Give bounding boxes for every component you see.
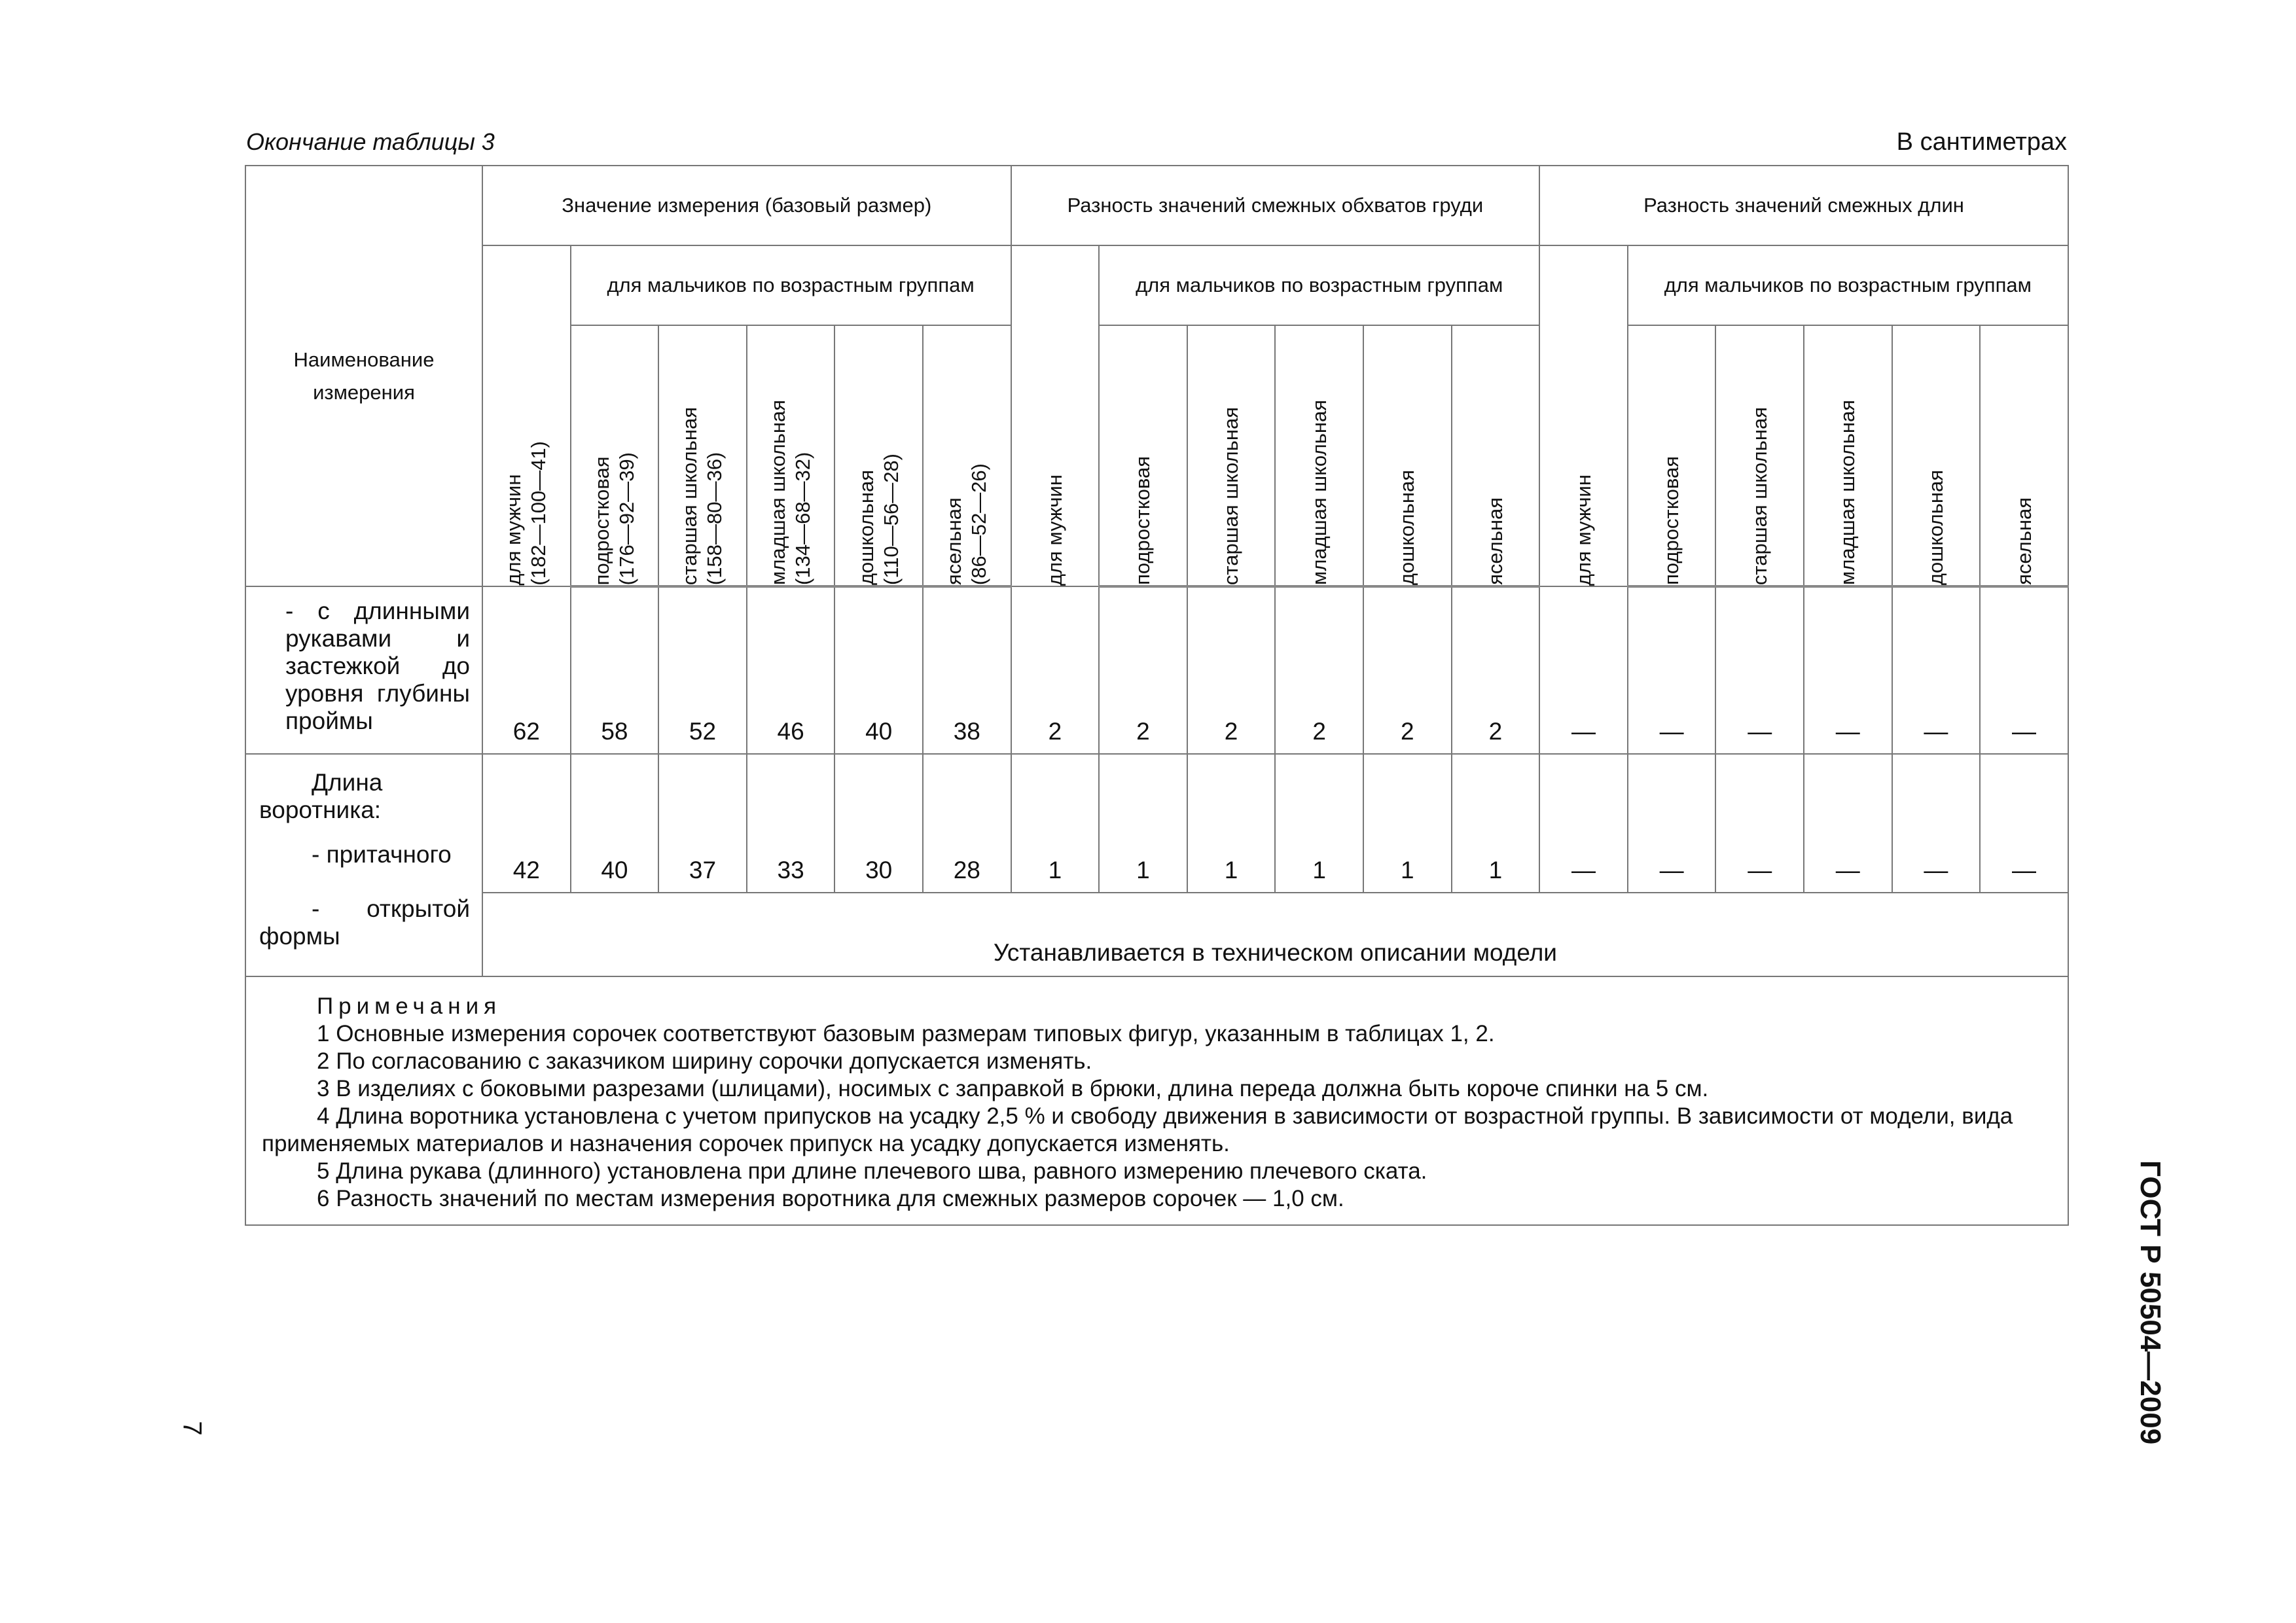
table-cell: 62 — [482, 586, 571, 754]
notes-title: Примечания — [317, 993, 502, 1019]
table-row — [245, 893, 2068, 976]
note-item: 6 Разность значений по местам измерения воротника для смежных размеров сорочек — 1,0 см. — [317, 1186, 1344, 1211]
table-cell: — — [1539, 586, 1628, 754]
table-caption: Окончание таблицы 3 — [246, 128, 495, 155]
row-label-collar — [245, 754, 482, 893]
table-cell: 2 — [1099, 586, 1187, 754]
row-label-open-collar: - открытой формы — [245, 893, 482, 976]
name-column-header: Наименование измерения — [245, 166, 482, 586]
table-cell: 38 — [923, 586, 1011, 754]
group-header-length-diff: Разность значений смежных длин — [1539, 166, 2068, 245]
table-cell: 46 — [747, 586, 835, 754]
model-description-note: Устанавливается в техническом описании модели — [482, 893, 2068, 976]
group-header-base-size: Значение измерения (базовый размер) — [482, 166, 1011, 245]
units-caption: В сантиметрах — [1896, 128, 2067, 156]
table-cell: 37 — [658, 754, 747, 893]
col-header-preschool-length: дошкольная — [1892, 325, 1981, 586]
col-header-junior-chest: младшая школьная — [1275, 325, 1363, 586]
table-cell: 52 — [658, 586, 747, 754]
table-cell: 2 — [1275, 586, 1363, 754]
col-header-teen-chest: подростковая — [1099, 325, 1187, 586]
table-cell: — — [1539, 754, 1628, 893]
col-header-preschool-chest: дошкольная — [1363, 325, 1452, 586]
table-cell: — — [1715, 754, 1804, 893]
group-header-chest-diff: Разность значений смежных обхватов груди — [1011, 166, 1540, 245]
col-header-men-values: для мужчин (182—100—41) — [482, 245, 571, 586]
table-cell: 42 — [482, 754, 571, 893]
col-header-junior-values: младшая школьная (134—68—32) — [747, 325, 835, 586]
table-row — [245, 586, 2068, 754]
note-item: 3 В изделиях с боковыми разрезами (шлицами), носимых с заправкой в брюки, длина переда должна быть короче спинки на 5 см. — [317, 1076, 1709, 1101]
table-cell: — — [1628, 754, 1716, 893]
boys-header-length: для мальчиков по возрастным группам — [1628, 245, 2068, 325]
col-header-nursery-values: ясельная (86—52—26) — [923, 325, 1011, 586]
table-cell: 1 — [1363, 754, 1452, 893]
table-cell: 2 — [1011, 586, 1100, 754]
table-cell: — — [1980, 754, 2068, 893]
table-cell: — — [1804, 586, 1892, 754]
note-item: 1 Основные измерения сорочек соответствуют базовым размерам типовых фигур, указанным в таблицах 1, 2. — [317, 1021, 1495, 1046]
col-header-men-length: для мужчин — [1539, 245, 1628, 586]
col-header-junior-length: младшая школьная — [1804, 325, 1892, 586]
table-row — [245, 754, 2068, 893]
col-header-nursery-length: ясельная — [1980, 325, 2068, 586]
note-item: 4 Длина воротника установлена с учетом припусков на усадку 2,5 % и свободу движения в зависимости от возрастной группы. В зависимости от модели, вида применяемых материалов и назначения сорочек припуск на усадку допускается изменять. — [262, 1103, 2013, 1156]
col-header-senior-length: старшая школьная — [1715, 325, 1804, 586]
table-cell: 2 — [1363, 586, 1452, 754]
boys-header-values: для мальчиков по возрастным группам — [571, 245, 1011, 325]
table-cell: 1 — [1011, 754, 1100, 893]
table-cell: 1 — [1452, 754, 1540, 893]
measurements-table — [245, 165, 2069, 1226]
table-cell: 33 — [747, 754, 835, 893]
col-header-nursery-chest: ясельная — [1452, 325, 1540, 586]
page-number: 7 — [177, 1421, 207, 1436]
table-cell: 2 — [1452, 586, 1540, 754]
collar-length-label: Длина воротника: — [259, 769, 383, 823]
table-cell: — — [1892, 754, 1981, 893]
table-cell: 1 — [1099, 754, 1187, 893]
table-cell: — — [1980, 586, 2068, 754]
sewn-collar-label: - притачного — [312, 841, 452, 868]
row-label-long-sleeves: - с длинными рукавами и застежкой до уровня глубины проймы — [245, 586, 482, 754]
col-header-teen-values: подростковая (176—92—39) — [571, 325, 659, 586]
note-item: 2 По согласованию с заказчиком ширину сорочки допускается изменять. — [317, 1048, 1092, 1074]
notes-section — [245, 976, 2068, 1225]
table-cell: — — [1804, 754, 1892, 893]
note-item: 5 Длина рукава (длинного) установлена при длине плечевого шва, равного измерению плечевого ската. — [317, 1158, 1427, 1184]
col-header-teen-length: подростковая — [1628, 325, 1716, 586]
table-cell: 40 — [571, 754, 659, 893]
boys-header-chest: для мальчиков по возрастным группам — [1099, 245, 1539, 325]
col-header-preschool-values: дошкольная (110—56—28) — [834, 325, 923, 586]
table-cell: 28 — [923, 754, 1011, 893]
col-header-senior-values: старшая школьная (158—80—36) — [658, 325, 747, 586]
table-cell: 58 — [571, 586, 659, 754]
table-cell: 40 — [834, 586, 923, 754]
table-cell: 30 — [834, 754, 923, 893]
table-cell: — — [1628, 586, 1716, 754]
table-cell: 1 — [1187, 754, 1276, 893]
col-header-senior-chest: старшая школьная — [1187, 325, 1276, 586]
table-cell: — — [1892, 586, 1981, 754]
table-cell: — — [1715, 586, 1804, 754]
col-header-men-chest: для мужчин — [1011, 245, 1100, 586]
table-cell: 2 — [1187, 586, 1276, 754]
table-cell: 1 — [1275, 754, 1363, 893]
standard-designation: ГОСТ Р 50504—2009 — [2134, 1160, 2166, 1445]
